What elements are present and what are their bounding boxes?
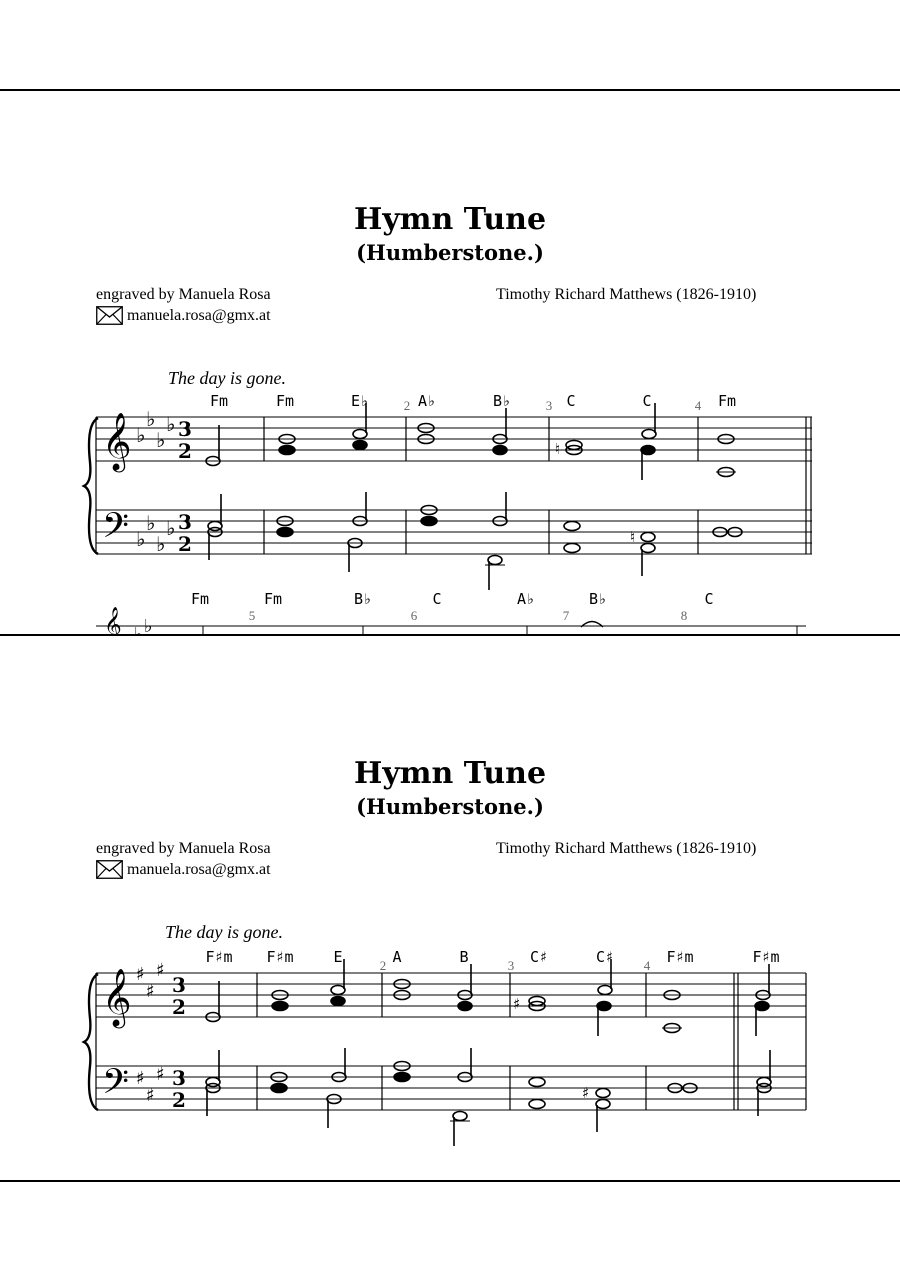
svg-text:2: 2 — [178, 532, 192, 556]
measure-number: 7 — [562, 608, 570, 623]
measure-number: 8 — [680, 608, 688, 623]
score-system-2 — [0, 636, 900, 1180]
bass-clef: 𝄢 — [102, 505, 130, 554]
bass-notes — [208, 492, 742, 590]
svg-text:♭: ♭ — [156, 428, 166, 452]
svg-text:♭: ♭ — [136, 527, 146, 551]
natural-accidental: ♮ — [555, 440, 561, 458]
measure-number: 4 — [694, 398, 702, 413]
sheet-title: Hymn Tune — [353, 202, 547, 237]
time-signature — [172, 973, 186, 1112]
treble-staff — [96, 973, 806, 1017]
sheet-title: Hymn Tune — [353, 756, 547, 791]
bass-notes — [206, 1048, 771, 1146]
chord-symbol: B♭ — [492, 392, 512, 410]
chord-symbol: B♭ — [588, 590, 608, 608]
svg-text:3: 3 — [172, 973, 186, 997]
treble-clef: 𝄞 — [102, 968, 132, 1026]
measure-number: 3 — [545, 398, 553, 413]
sheet-subtitle: (Humberstone.) — [356, 794, 544, 819]
engraver-credit: engraved by Manuela Rosa — [96, 840, 271, 857]
measure-number: 2 — [379, 958, 387, 973]
tempo-marking: The day is gone. — [165, 922, 283, 942]
chord-symbol: Fm — [717, 392, 737, 410]
chord-symbol: E♭ — [350, 392, 370, 410]
page-separator-bottom — [0, 1180, 900, 1182]
treble-clef: 𝄞 — [102, 412, 132, 470]
key-signature-treble — [136, 407, 175, 452]
chord-symbol: C — [566, 392, 576, 410]
chord-symbol: B♭ — [353, 590, 373, 608]
svg-text:𝄞: 𝄞 — [104, 607, 122, 642]
bar-lines — [264, 417, 806, 554]
svg-text:2: 2 — [178, 439, 192, 463]
chord-symbol: C — [642, 392, 652, 410]
svg-text:♭: ♭ — [146, 511, 156, 535]
svg-text:♯: ♯ — [156, 960, 165, 981]
treble-filled-notes — [279, 441, 655, 455]
svg-text:♭: ♭ — [144, 616, 153, 637]
svg-text:♭: ♭ — [156, 532, 166, 556]
chord-symbol: C — [704, 590, 714, 608]
sheet-f-minor — [0, 90, 900, 645]
chord-symbol: A♭ — [516, 590, 536, 608]
bar-lines — [257, 973, 806, 1110]
svg-text:♭: ♭ — [166, 516, 176, 540]
measure-number: 5 — [248, 608, 256, 623]
treble-notes — [206, 403, 734, 480]
svg-text:♯: ♯ — [136, 964, 145, 985]
measure-number: 4 — [643, 958, 651, 973]
svg-text:♯: ♯ — [156, 1064, 165, 1085]
key-signature-bass — [136, 1064, 165, 1106]
chord-symbol: F♯m — [205, 948, 233, 966]
key-signature-treble — [136, 960, 165, 1002]
treble-staff — [96, 417, 812, 461]
chord-symbol: C♯ — [529, 948, 549, 966]
composer-credit: Timothy Richard Matthews (1826-1910) — [496, 840, 757, 857]
chord-symbol: C — [432, 590, 442, 608]
engraver-credit: engraved by Manuela Rosa — [96, 286, 271, 303]
sharp-accidental: ♯ — [513, 995, 521, 1013]
svg-text:3: 3 — [172, 1066, 186, 1090]
measure-number: 3 — [507, 958, 515, 973]
chord-symbol: F♯m — [752, 948, 780, 966]
svg-text:3: 3 — [178, 417, 192, 441]
chord-symbol: A — [392, 948, 402, 966]
bass-staff — [96, 510, 812, 554]
time-signature — [178, 417, 192, 556]
sheet-subtitle: (Humberstone.) — [356, 240, 544, 265]
measure-number: 6 — [410, 608, 418, 623]
chord-symbol: Fm — [275, 392, 295, 410]
svg-text:♯: ♯ — [146, 981, 155, 1002]
chord-symbol: C♯ — [595, 948, 615, 966]
chord-symbol: E — [333, 948, 343, 966]
svg-text:2: 2 — [172, 1088, 186, 1112]
bass-staff — [96, 1066, 806, 1110]
sheet-f-sharp-minor — [0, 636, 900, 1180]
svg-text:♯: ♯ — [146, 1085, 155, 1106]
key-signature-bass — [136, 511, 175, 556]
svg-text:♭: ♭ — [136, 423, 146, 447]
chord-symbol: A♭ — [417, 392, 437, 410]
email-address[interactable]: manuela.rosa@gmx.at — [127, 860, 271, 878]
svg-text:♭: ♭ — [146, 407, 156, 431]
chord-symbol: Fm — [190, 590, 210, 608]
svg-text:♭: ♭ — [166, 412, 176, 436]
svg-text:2: 2 — [172, 995, 186, 1019]
sharp-accidental: ♯ — [582, 1084, 590, 1102]
measure-number: 2 — [403, 398, 411, 413]
chord-symbol: F♯m — [666, 948, 694, 966]
svg-text:♭: ♭ — [134, 624, 143, 645]
tempo-marking: The day is gone. — [168, 368, 286, 388]
svg-text:♯: ♯ — [136, 1068, 145, 1089]
composer-credit: Timothy Richard Matthews (1826-1910) — [496, 286, 757, 303]
email-address[interactable]: manuela.rosa@gmx.at — [127, 306, 271, 324]
score-system-1 — [0, 90, 900, 645]
chord-symbol: Fm — [209, 392, 229, 410]
svg-text:3: 3 — [178, 510, 192, 534]
chord-symbol: Fm — [263, 590, 283, 608]
treble-notes — [206, 959, 770, 1036]
chord-symbol: B — [459, 948, 469, 966]
natural-accidental: ♮ — [630, 528, 636, 546]
bass-clef: 𝄢 — [102, 1061, 130, 1110]
chord-symbol: F♯m — [266, 948, 294, 966]
